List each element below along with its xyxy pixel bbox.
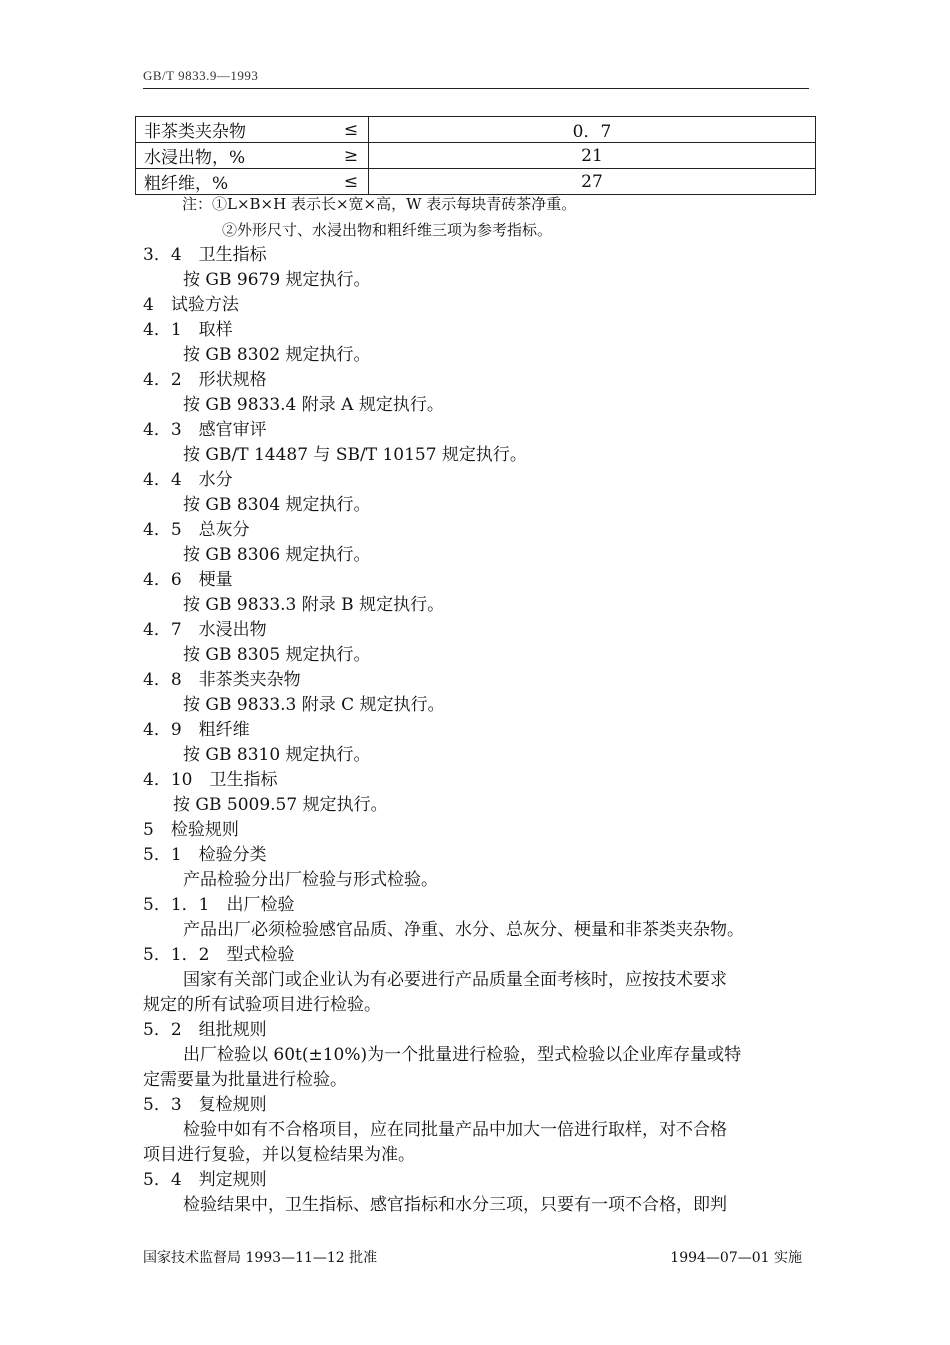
- section-text: 按 GB 8310 规定执行。: [183, 745, 371, 765]
- section-text: 按 GB 9833.4 附录 A 规定执行。: [183, 395, 444, 415]
- section-heading: 4．5 总灰分: [143, 520, 250, 540]
- row-symbol: ≤: [334, 117, 369, 143]
- section-text: 按 GB 9833.3 附录 B 规定执行。: [183, 595, 445, 615]
- section-text: 按 GB 9833.3 附录 C 规定执行。: [183, 695, 445, 715]
- section-text: 按 GB 8304 规定执行。: [183, 495, 371, 515]
- section-heading: 4．10 卫生指标: [143, 770, 278, 790]
- section-text: 按 GB 8305 规定执行。: [183, 645, 371, 665]
- section-text: 出厂检验以 60t(±10%)为一个批量进行检验，型式检验以企业库存量或特: [183, 1045, 742, 1065]
- row-symbol: ≤: [334, 169, 369, 195]
- row-name: 粗纤维，%: [136, 169, 335, 195]
- section-heading: 5．1 检验分类: [143, 845, 267, 865]
- row-value: 21: [369, 143, 816, 169]
- section-heading: 4 试验方法: [143, 295, 239, 315]
- section-text: 按 GB 5009.57 规定执行。: [173, 795, 388, 815]
- spec-table: [135, 116, 816, 195]
- table-row: [136, 117, 816, 143]
- section-text: 检验中如有不合格项目，应在同批量产品中加大一倍进行取样，对不合格: [183, 1120, 727, 1140]
- section-text: 检验结果中，卫生指标、感官指标和水分三项，只要有一项不合格，即判: [183, 1195, 727, 1215]
- row-value: 0．7: [369, 117, 816, 143]
- section-heading: 5 检验规则: [143, 820, 239, 840]
- section-heading: 4．7 水浸出物: [143, 620, 267, 640]
- section-heading: 4．9 粗纤维: [143, 720, 250, 740]
- row-symbol: ≥: [334, 143, 369, 169]
- section-heading: 5．4 判定规则: [143, 1170, 267, 1190]
- section-heading: 4．6 梗量: [143, 570, 233, 590]
- section-text: 产品出厂必须检验感官品质、净重、水分、总灰分、梗量和非茶类夹杂物。: [183, 920, 744, 940]
- note-2: ②外形尺寸、水浸出物和粗纤维三项为参考指标。: [222, 221, 553, 239]
- section-heading: 5．3 复检规则: [143, 1095, 267, 1115]
- section-text: 国家有关部门或企业认为有必要进行产品质量全面考核时，应按技术要求: [183, 970, 727, 990]
- section-heading: 4．2 形状规格: [143, 370, 267, 390]
- section-text-cont: 规定的所有试验项目进行检验。: [143, 995, 381, 1015]
- row-name: 水浸出物，%: [136, 143, 335, 169]
- section-heading: 4．1 取样: [143, 320, 233, 340]
- approval-line: 国家技术监督局 1993—11—12 批准: [143, 1250, 378, 1266]
- section-text-cont: 定需要量为批量进行检验。: [143, 1070, 347, 1090]
- table-row: [136, 169, 816, 195]
- section-heading: 5．1．1 出厂检验: [143, 895, 295, 915]
- document-body: [143, 243, 811, 1218]
- section-heading: 4．8 非茶类夹杂物: [143, 670, 301, 690]
- section-heading: 4．4 水分: [143, 470, 233, 490]
- standard-number: GB/T 9833.9—1993: [143, 68, 259, 83]
- section-text: 按 GB/T 14487 与 SB/T 10157 规定执行。: [183, 445, 527, 465]
- table-row: [136, 143, 816, 169]
- section-heading: 5．1．2 型式检验: [143, 945, 295, 965]
- row-name: 非茶类夹杂物: [136, 117, 335, 143]
- section-heading: 5．2 组批规则: [143, 1020, 267, 1040]
- section-heading: 3．4 卫生指标: [143, 245, 267, 265]
- section-text: 产品检验分出厂检验与形式检验。: [183, 870, 438, 890]
- header-rule: [143, 88, 809, 89]
- section-text: 按 GB 8306 规定执行。: [183, 545, 371, 565]
- section-text: 按 GB 8302 规定执行。: [183, 345, 371, 365]
- effective-date: 1994—07—01 实施: [670, 1250, 802, 1266]
- note-1: 注：①L×B×H 表示长×宽×高，W 表示每块青砖茶净重。: [182, 195, 577, 213]
- row-value: 27: [369, 169, 816, 195]
- section-text: 按 GB 9679 规定执行。: [183, 270, 371, 290]
- section-heading: 4．3 感官审评: [143, 420, 267, 440]
- section-text-cont: 项目进行复验，并以复检结果为准。: [143, 1145, 415, 1165]
